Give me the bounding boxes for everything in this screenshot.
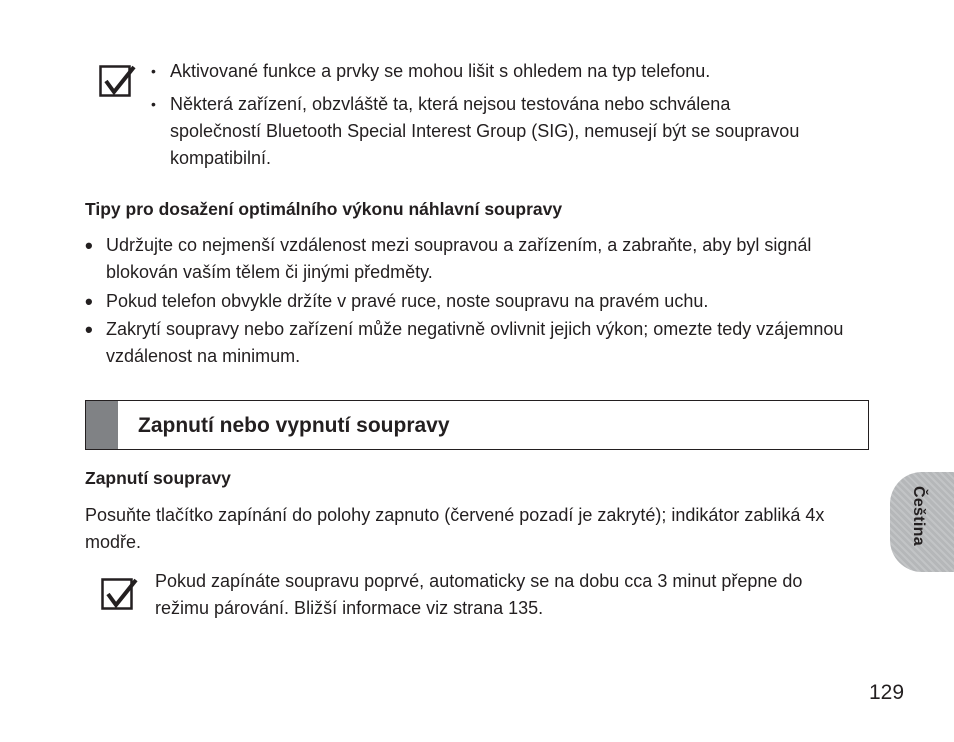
section-title: Zapnutí nebo vypnutí soupravy xyxy=(138,414,450,437)
language-tab xyxy=(890,472,954,572)
tip-item: • Zakrytí soupravy nebo zařízení může negativně ovlivnit jejich výkon; omezte tedy vzájemnou vzdálenost na minimum. xyxy=(106,316,866,370)
note-item: • Aktivované funkce a prvky se mohou lišit s ohledem na typ telefonu. xyxy=(170,58,820,85)
checkbox-checked-icon xyxy=(101,575,139,613)
tip-item: • Udržujte co nejmenší vzdálenost mezi soupravou a zařízením, a zabraňte, aby byl signál blokován vaším tělem či jinými předměty. xyxy=(106,232,866,286)
section-header xyxy=(85,400,869,450)
power-on-heading: Zapnutí soupravy xyxy=(85,468,231,488)
note2-text: Pokud zapínáte soupravu poprvé, automaticky se na dobu cca 3 minut přepne do režimu párování. Bližší informace viz strana 135. xyxy=(155,571,803,618)
page-number: 129 xyxy=(869,681,905,704)
note-list xyxy=(170,58,820,172)
tips-list xyxy=(106,232,866,370)
section-marker xyxy=(86,401,118,449)
checkbox-checked-icon xyxy=(99,65,137,103)
power-on-body: Posuňte tlačítko zapínání do polohy zapnuto (červené pozadí je zakryté); indikátor zabliká 4x modře. xyxy=(85,505,825,552)
note-item: • Některá zařízení, obzvláště ta, která nejsou testována nebo schválena společností Bluetooth Special Interest Group (SIG), nemusejí být se soupravou kompatibilní. xyxy=(170,91,820,172)
tip-item: • Pokud telefon obvykle držíte v pravé ruce, noste soupravu na pravém uchu. xyxy=(106,288,866,315)
language-tab-label: Čeština xyxy=(910,486,927,546)
tips-heading: Tipy pro dosažení optimálního výkonu náhlavní soupravy xyxy=(85,199,563,219)
